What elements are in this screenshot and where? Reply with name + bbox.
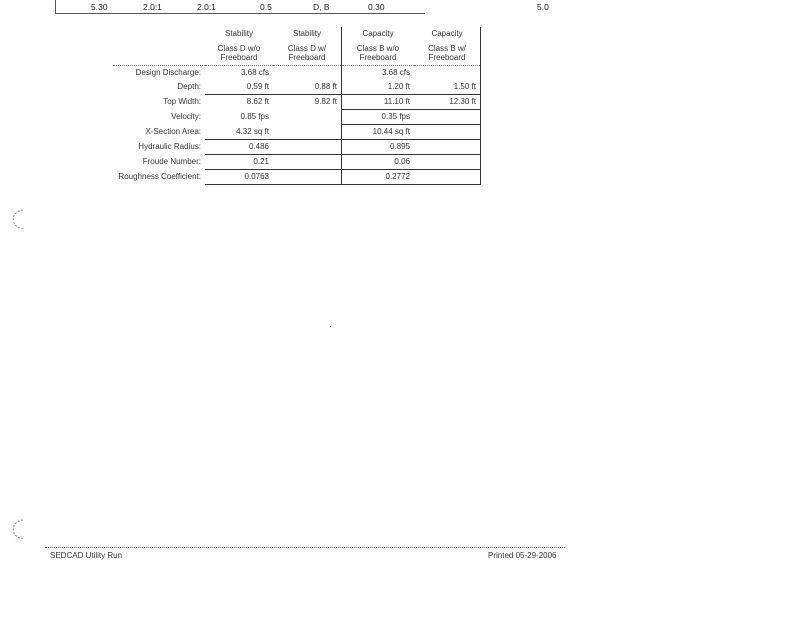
header-group: Capacity — [362, 29, 394, 38]
header-sub: Class B w/o Freeboard — [342, 41, 415, 66]
cell-value — [273, 125, 342, 140]
cell-value: 8.62 ft — [246, 97, 269, 107]
row-label: Top Width: — [163, 97, 201, 106]
cell-value: 0.486 — [205, 140, 273, 155]
header-sub-row — [113, 41, 481, 66]
cell-value: 1.20 ft — [342, 80, 415, 95]
table-row — [113, 125, 481, 140]
header-sub: Class D w/ Freeboard — [273, 41, 342, 66]
cell-value: 0.0763 — [205, 170, 273, 185]
row-left-border — [55, 0, 56, 14]
punch-hole-mark-icon — [10, 518, 26, 540]
cell-value — [414, 110, 481, 125]
table-row — [113, 170, 481, 185]
row-label: Design Discharge: — [135, 68, 201, 77]
cell-value: 0.59 ft — [205, 80, 273, 95]
cell-value — [414, 125, 481, 140]
cell-value: 0.88 ft — [273, 80, 342, 95]
footer-rule — [45, 547, 565, 548]
cell-value: 4.32 sq ft — [205, 125, 273, 140]
row-label: Hydraulic Radius: — [138, 142, 201, 151]
row-label: Depth: — [177, 82, 201, 92]
cell-value: 0.85 fps — [240, 112, 269, 121]
cell-value — [414, 66, 481, 81]
top-cell: 0.30 — [368, 2, 385, 12]
row-label: Froude Number: — [142, 157, 201, 166]
table-row — [113, 110, 481, 125]
header-blank — [113, 27, 205, 41]
cell-value: 12.30 ft — [414, 95, 481, 110]
cell-value: 1.50 ft — [414, 80, 481, 95]
scan-speck — [330, 326, 331, 327]
cell-value: 0.21 — [205, 155, 273, 170]
top-data-row — [55, 0, 555, 14]
cell-value: 0.2772 — [342, 170, 415, 185]
top-row-rule — [55, 13, 425, 14]
top-cell: 2.0:1 — [143, 2, 162, 12]
cell-value — [273, 140, 342, 155]
cell-value: 3.68 cfs — [381, 68, 410, 77]
cell-value: 3.68 cfs — [240, 68, 269, 77]
table-row — [113, 66, 481, 81]
cell-value — [273, 155, 342, 170]
cell-value — [273, 110, 342, 125]
cell-value — [273, 66, 342, 81]
cell-value — [414, 170, 481, 185]
top-cell: 5.0 — [537, 2, 549, 12]
cell-value: 10.44 sq ft — [342, 125, 415, 140]
cell-value — [414, 140, 481, 155]
footer-print-date: Printed 05-29-2006 — [488, 551, 557, 560]
header-sub: Class B w/ Freeboard — [414, 41, 481, 66]
header-blank — [113, 41, 205, 66]
row-label: Roughness Coefficient: — [118, 172, 201, 181]
top-cell: D, B — [313, 2, 330, 12]
header-group: Stability — [273, 27, 342, 41]
footer-app-name: SEDCAD Utility Run — [50, 551, 123, 560]
top-cell: 2.0:1 — [197, 2, 216, 12]
header-group: Capacity — [414, 27, 481, 41]
cell-value — [273, 170, 342, 185]
table-row — [113, 95, 481, 110]
header-sub: Class D w/o Freeboard — [205, 41, 273, 66]
row-label: Velocity: — [171, 112, 201, 121]
cell-value: 0.06 — [342, 155, 415, 170]
table-row — [113, 155, 481, 170]
header-group-row — [113, 27, 481, 41]
cell-value — [414, 155, 481, 170]
table-row — [113, 140, 481, 155]
header-group: Stability — [224, 29, 253, 38]
punch-hole-mark-icon — [10, 208, 26, 230]
cell-value: 0.35 fps — [342, 110, 415, 125]
cell-value: 11.10 ft — [342, 95, 415, 110]
row-label: X-Section Area: — [145, 127, 201, 136]
top-cell: 5.30 — [91, 2, 108, 12]
table-row — [113, 80, 481, 95]
cell-value: 9.82 ft — [273, 95, 342, 110]
channel-results-table — [113, 27, 481, 185]
cell-value: 0.895 — [342, 140, 415, 155]
top-cell: 0.5 — [260, 2, 272, 12]
